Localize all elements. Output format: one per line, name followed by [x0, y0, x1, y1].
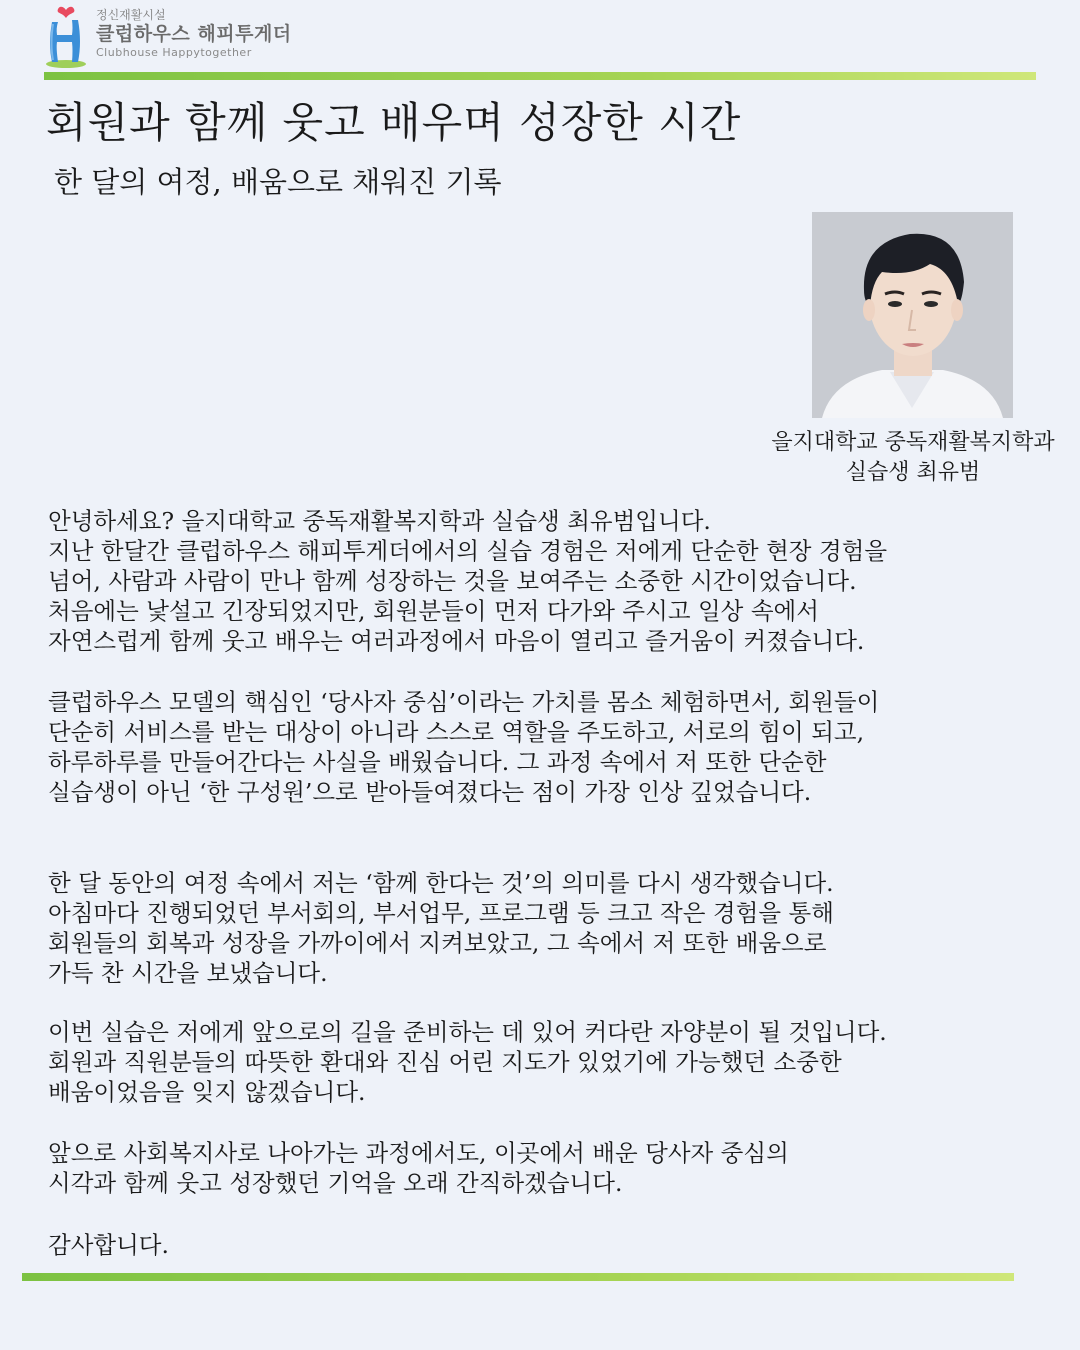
caption-affiliation: 을지대학교 중독재활복지학과	[771, 430, 1055, 455]
text-line: 아침마다 진행되었던 부서회의, 부서업무, 프로그램 등 크고 작은 경험을 통해	[48, 899, 834, 927]
text-line: 이번 실습은 저에게 앞으로의 길을 준비하는 데 있어 커다란 자양분이 될 것입니다.	[48, 1018, 887, 1046]
text-line: 자연스럽게 함께 웃고 배우는 여러과정에서 마음이 열리고 즐거움이 커졌습니다.	[48, 627, 865, 655]
bottom-divider	[22, 1273, 1014, 1281]
text-line: 회원들의 회복과 성장을 가까이에서 지켜보았고, 그 속에서 저 또한 배움으로	[48, 929, 827, 957]
logo-english-name: Clubhouse Happytogether	[96, 46, 252, 59]
paragraph-gratitude	[48, 1017, 1048, 1107]
paragraph-future	[48, 1138, 1048, 1198]
paragraph-closing	[48, 1230, 1048, 1260]
top-divider	[44, 72, 1036, 80]
text-line: 안녕하세요? 을지대학교 중독재활복지학과 실습생 최유범입니다.	[48, 507, 711, 535]
text-line: 시각과 함께 웃고 성장했던 기억을 오래 간직하겠습니다.	[48, 1169, 623, 1197]
text-line: 단순히 서비스를 받는 대상이 아니라 스스로 역할을 주도하고, 서로의 힘이 되고,	[48, 718, 865, 746]
text-line: 하루하루를 만들어간다는 사실을 배웠습니다. 그 과정 속에서 저 또한 단순한	[48, 748, 827, 776]
paragraph-clubhouse-model	[48, 687, 1048, 807]
text-line: 회원과 직원분들의 따뜻한 환대와 진심 어린 지도가 있었기에 가능했던 소중한	[48, 1048, 842, 1076]
paragraph-journey	[48, 868, 1048, 988]
caption-name: 실습생 최유범	[845, 460, 981, 485]
logo-subtitle: 정신재활시설	[96, 8, 166, 22]
page-subtitle: 한 달의 여정, 배움으로 채워진 기록	[54, 165, 502, 199]
text-line: 지난 한달간 클럽하우스 해피투게더에서의 실습 경험은 저에게 단순한 현장 경험을	[48, 537, 888, 565]
text-line: 감사합니다.	[48, 1231, 169, 1259]
text-line: 클럽하우스 모델의 핵심인 ‘당사자 중심’이라는 가치를 몸소 체험하면서, 회원들이	[48, 688, 880, 716]
page-title: 회원과 함께 웃고 배우며 성장한 시간	[46, 98, 742, 147]
paragraph-intro	[48, 506, 1048, 656]
text-line: 넘어, 사람과 사람이 만나 함께 성장하는 것을 보여주는 소중한 시간이었습니다.	[48, 567, 857, 595]
portrait-caption	[740, 428, 1080, 488]
logo-h-mark-icon	[42, 4, 90, 70]
text-line: 처음에는 낯설고 긴장되었지만, 회원분들이 먼저 다가와 주시고 일상 속에서	[48, 597, 819, 625]
student-portrait	[812, 212, 1013, 418]
text-line: 배움이었음을 잊지 않겠습니다.	[48, 1078, 366, 1106]
text-line: 가득 찬 시간을 보냈습니다.	[48, 959, 328, 987]
clubhouse-logo	[42, 4, 322, 70]
logo-name: 클럽하우스 해피투게더	[96, 23, 292, 45]
text-line: 실습생이 아닌 ‘한 구성원’으로 받아들여졌다는 점이 가장 인상 깊었습니다.	[48, 778, 812, 806]
portrait-illustration	[812, 212, 1013, 418]
text-line: 앞으로 사회복지사로 나아가는 과정에서도, 이곳에서 배운 당사자 중심의	[48, 1139, 789, 1167]
text-line: 한 달 동안의 여정 속에서 저는 ‘함께 한다는 것’의 의미를 다시 생각했습니다.	[48, 869, 834, 897]
